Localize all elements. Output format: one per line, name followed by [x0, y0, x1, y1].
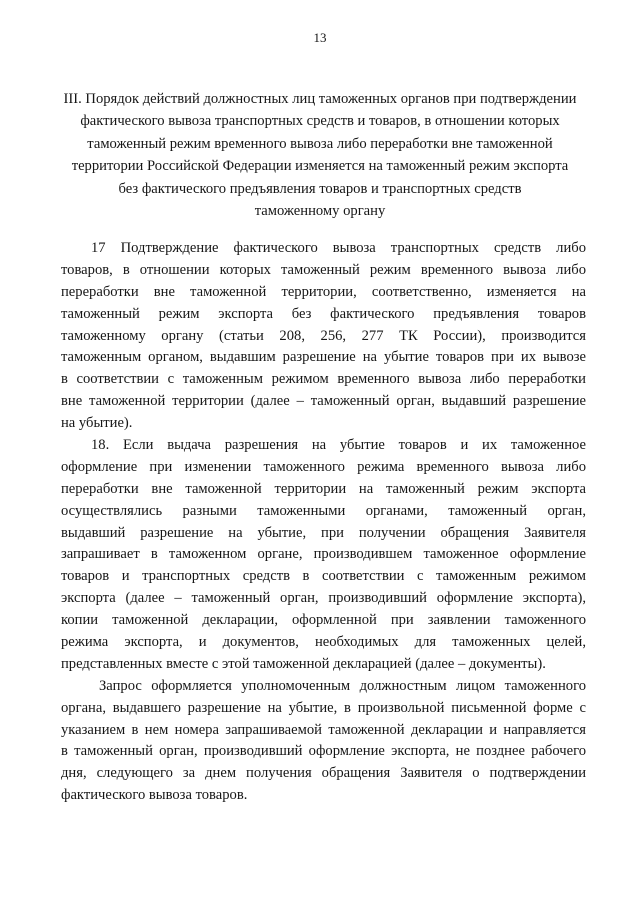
text-line: запрашивает в таможенном органе, производившем таможенное оформление	[61, 546, 586, 563]
text-line: 17 Подтверждение фактического вывоза транспортных средств либо	[91, 240, 586, 256]
heading-line: без фактического предъявления товаров и транспортных средств	[118, 180, 522, 197]
heading-line: фактического вывоза транспортных средств и товаров, в отношении которых	[80, 113, 560, 130]
page-number: 13	[313, 30, 327, 45]
heading-line: III. Порядок действий должностных лиц таможенных органов при подтверждении	[63, 91, 577, 107]
text-line: 18. Если выдача разрешения на убытие товаров и их таможенное	[91, 437, 586, 454]
text-line: фактического вывоза товаров.	[61, 787, 248, 804]
text-line: переработки вне таможенной территории, соответственно, изменяется на	[61, 283, 586, 300]
heading-line: таможенному органу	[254, 203, 386, 220]
text-line: товаров, в отношении которых таможенный режим временного вывоза либо	[61, 261, 586, 278]
text-line: Запрос оформляется уполномоченным должностным лицом таможенного	[99, 677, 586, 694]
text-line: копии таможенной декларации, оформленной при заявлении таможенного	[61, 612, 586, 629]
text-line: товаров и транспортных средств в соответствии с таможенным режимом	[61, 568, 586, 585]
text-line: указанием в нем номера запрашиваемой таможенной декларации и направляется	[61, 721, 586, 738]
text-line: на убытие).	[61, 415, 133, 432]
text-line: режима экспорта, и документов, необходимых для таможенных целей,	[61, 634, 586, 651]
paragraph-18	[61, 435, 586, 676]
text-line: таможенный режим экспорта без фактического предъявления товаров	[61, 305, 586, 322]
text-line: экспорта (далее – таможенный орган, производивший оформление экспорта),	[61, 590, 586, 607]
paragraph-request	[61, 676, 586, 807]
text-line: в таможенный орган, производивший оформление экспорта, не позднее рабочего	[61, 743, 586, 760]
text-line: представленных вместе с этой таможенной декларацией (далее – документы).	[61, 655, 546, 672]
section-heading	[40, 88, 600, 222]
text-line: органа, выдавшего разрешение на убытие, в произвольной письменной форме с	[61, 699, 586, 716]
paragraph-17	[61, 238, 586, 435]
text-line: вне таможенной территории (далее – таможенный орган, выдавший разрешение	[61, 393, 586, 410]
text-line: переработки вне таможенной территории на таможенный режим экспорта	[61, 480, 586, 497]
text-line: таможенным органом, выдавшим разрешение на убытие товаров при их вывозе	[61, 349, 586, 366]
document-body	[61, 238, 586, 807]
text-line: оформление при изменении таможенного режима временного вывоза либо	[61, 458, 586, 475]
text-line: осуществлялись разными таможенными органами, таможенный орган,	[61, 502, 586, 519]
heading-line: таможенный режим временного вывоза либо переработки вне таможенной	[87, 135, 553, 152]
text-line: таможенному органу (статьи 208, 256, 277 ТК России), производится	[61, 327, 586, 344]
text-line: в соответствии с таможенным режимом временного вывоза либо переработки	[61, 371, 586, 388]
text-line: выдавший разрешение на убытие, при получении обращения Заявителя	[61, 524, 586, 541]
heading-line: территории Российской Федерации изменяется на таможенный режим экспорта	[71, 158, 569, 175]
text-line: дня, следующего за днем получения обращения Заявителя о подтверждении	[61, 765, 586, 782]
